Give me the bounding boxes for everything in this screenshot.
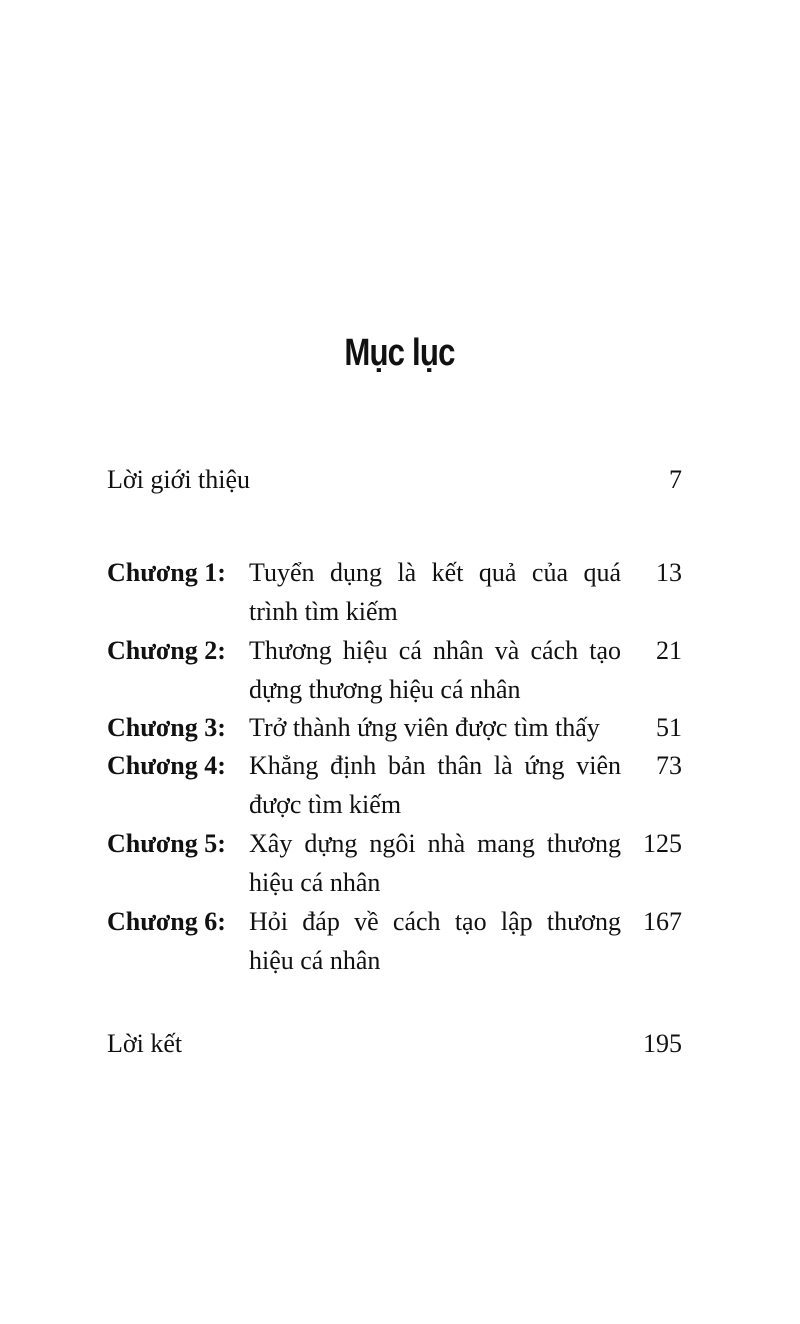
chapter-label: Chương 1: [107, 558, 226, 587]
chapter-label: Chương 3: [107, 713, 226, 742]
chapter-page: 73 [656, 751, 682, 780]
chapter-page: 167 [643, 907, 682, 936]
chapter-label: Chương 5: [107, 829, 226, 858]
chapter-page: 21 [656, 636, 682, 665]
chapter-page: 51 [656, 713, 682, 742]
toc-entry-label: Lời giới thiệu [107, 465, 251, 494]
toc-entry-outro [107, 1024, 682, 1064]
chapter-label: Chương 2: [107, 636, 226, 665]
toc-entry-label: Lời kết [107, 1029, 183, 1058]
chapter-title: Trở thành ứng viên được tìm thấy [249, 713, 600, 742]
chapter-title: Tuyển dụng là kết quả của quá trình tìm kiếm [249, 558, 621, 626]
chapter-page: 13 [656, 558, 682, 587]
page-title: Mục lục [344, 332, 455, 374]
chapter-title: Hỏi đáp về cách tạo lập thương hiệu cá nhân [249, 907, 621, 975]
chapter-title: Thương hiệu cá nhân và cách tạo dựng thương hiệu cá nhân [249, 636, 621, 704]
toc-entry-page: 195 [643, 1029, 682, 1058]
toc-entry-intro [107, 460, 682, 500]
chapter-title: Khẳng định bản thân là ứng viên được tìm kiếm [249, 751, 621, 819]
chapter-page: 125 [643, 829, 682, 858]
chapter-label: Chương 6: [107, 907, 226, 936]
chapter-title: Xây dựng ngôi nhà mang thương hiệu cá nhân [249, 829, 621, 897]
toc-entry-page: 7 [669, 465, 682, 494]
chapter-label: Chương 4: [107, 751, 226, 780]
